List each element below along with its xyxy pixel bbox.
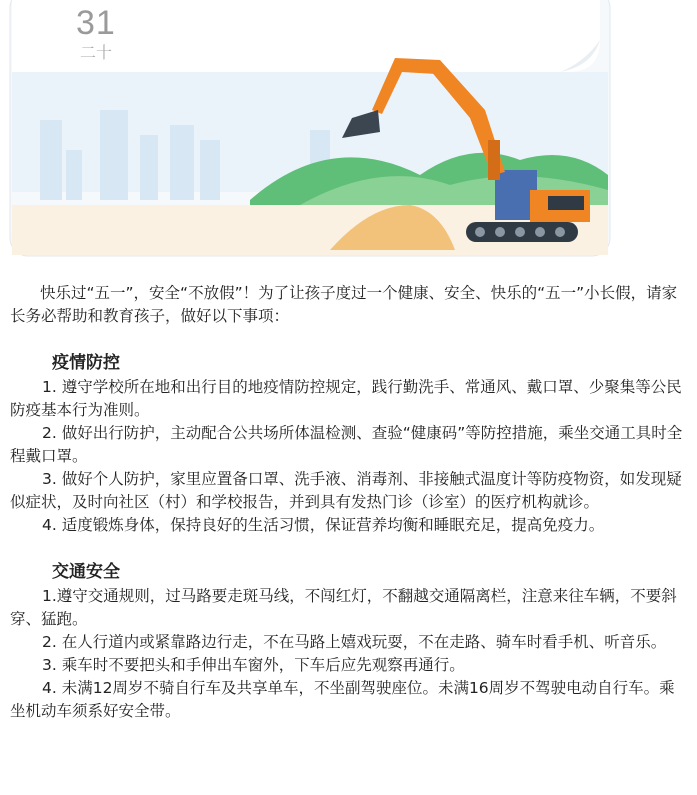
traffic-item: 3. 乘车时不要把头和手伸出车窗外，下车后应先观察再通行。 — [42, 656, 465, 674]
traffic-item: 4. 未满12周岁不骑自行车及共享单车，不坐副驾驶座位。未满16周岁不驾驶电动自行车。乘坐机动车须系好安全带。 — [10, 679, 675, 720]
epidemic-item: 1. 遵守学校所在地和出行目的地疫情防控规定，践行勤洗手、常通风、戴口罩、少聚集等公民防疫基本行为准则。 — [10, 378, 682, 419]
traffic-item: 2. 在人行道内或紧靠路边行走，不在马路上嬉戏玩耍，不在走路、骑车时看手机、听音乐。 — [42, 633, 667, 651]
section-title-epidemic: 疫情防控 — [52, 353, 120, 373]
traffic-item: 1.遵守交通规则，过马路要走斑马线，不闯红灯，不翻越交通隔离栏，注意来往车辆，不要斜穿、猛跑。 — [10, 587, 677, 628]
article-body — [10, 282, 690, 723]
spacer — [10, 328, 690, 351]
header-illustration — [0, 0, 697, 262]
epidemic-item: 3. 做好个人防护，家里应置备口罩、洗手液、消毒剂、非接触式温度计等防疫物资，如发现疑似症状，及时向社区（村）和学校报告，并到具有发热门诊（诊室）的医疗机构就诊。 — [10, 470, 682, 511]
epidemic-item: 2. 做好出行防护，主动配合公共场所体温检测、查验“健康码”等防控措施，乘坐交通工具时全程戴口罩。 — [10, 424, 683, 465]
epidemic-item: 4. 适度锻炼身体，保持良好的生活习惯，保证营养均衡和睡眠充足，提高免疫力。 — [42, 516, 605, 534]
calendar-day-label: 二十 — [80, 43, 113, 62]
calendar-day-number: 31 — [76, 4, 116, 42]
spacer — [10, 537, 690, 560]
section-title-traffic: 交通安全 — [52, 562, 120, 582]
intro-paragraph: 快乐过“五一”，安全“不放假”！为了让孩子度过一个健康、安全、快乐的“五一”小长假，请家长务必帮助和教育孩子，做好以下事项： — [10, 284, 678, 325]
